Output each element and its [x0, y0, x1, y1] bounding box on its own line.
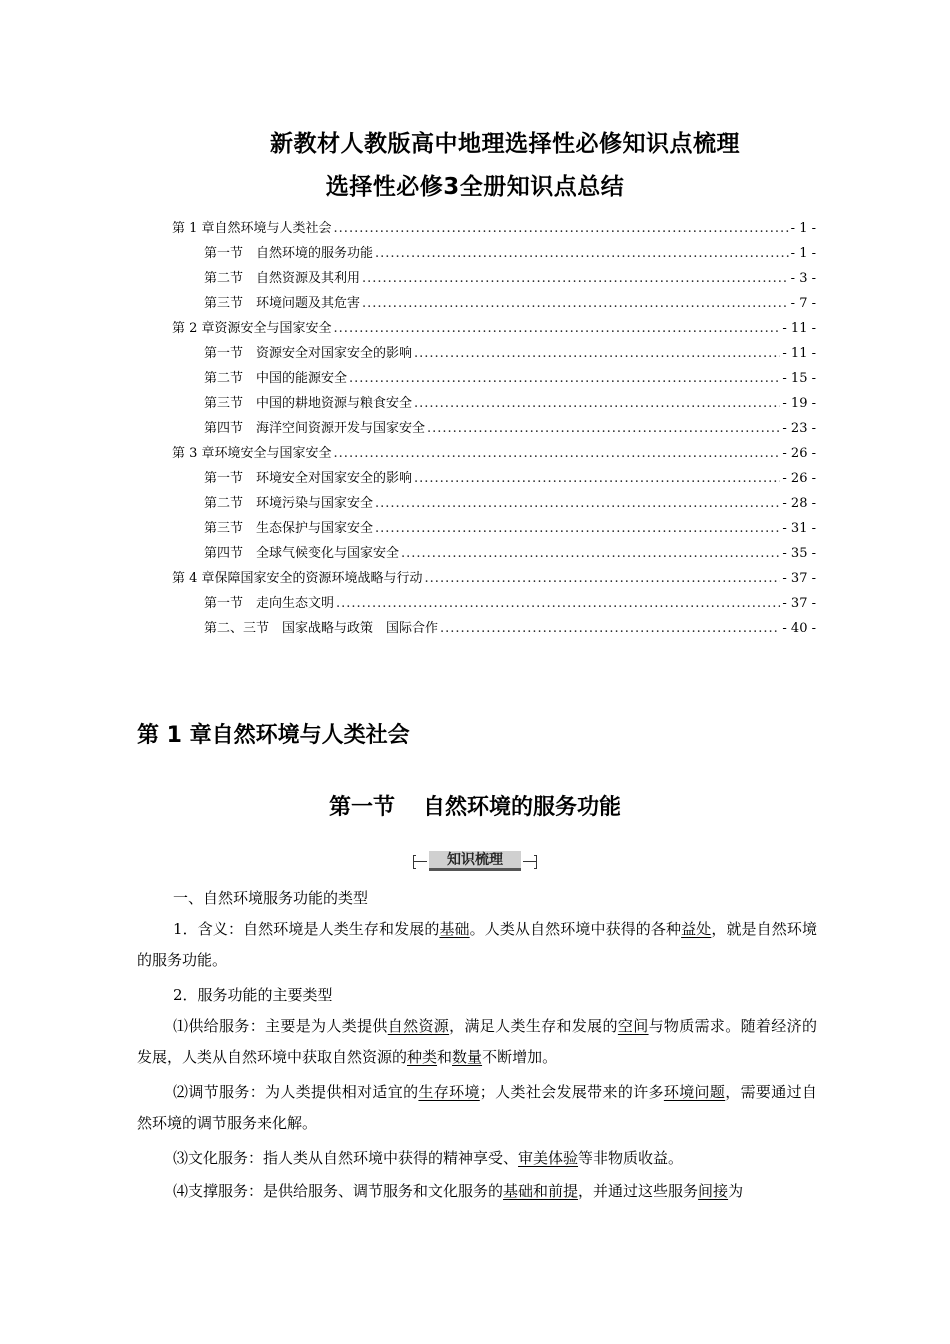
toc-leader-dots — [401, 541, 780, 566]
toc-entry-label: 第一节 资源安全对国家安全的影响 — [204, 346, 413, 361]
toc-entry-page: - 11 - — [782, 346, 816, 361]
toc-entry-page: - 1 - — [790, 246, 816, 261]
paragraph-definition: 1．含义：自然环境是人类生存和发展的基础。人类从自然环境中获得的各种益处，就是自然环境的服务功能。 — [137, 920, 817, 969]
toc-leader-dots — [425, 566, 781, 591]
toc-entry-page: - 7 - — [790, 296, 816, 311]
toc-leader-dots — [334, 216, 789, 241]
paragraph-cultural-service: ⑶文化服务：指人类从自然环境中获得的精神享受、审美体验等非物质收益。 — [173, 1149, 684, 1167]
toc-leader-dots — [440, 616, 780, 641]
toc-entry[interactable] — [172, 391, 816, 416]
underlined-term: 种类 — [407, 1048, 438, 1066]
underlined-term: 基础和前提 — [503, 1182, 579, 1200]
toc-leader-dots — [362, 291, 789, 316]
toc-entry-page: - 19 - — [782, 396, 816, 411]
toc-entry-label: 第二节 中国的能源安全 — [204, 371, 348, 386]
toc-entry[interactable] — [172, 591, 816, 616]
document-title-line1: 新教材人教版高中地理选择性必修知识点梳理 — [270, 131, 740, 157]
underlined-term: 基础 — [439, 920, 470, 938]
section-number: 第一节 — [328, 795, 395, 820]
toc-entry[interactable] — [172, 441, 816, 466]
paragraph-supply-service: ⑴供给服务：主要是为人类提供自然资源，满足人类生存和发展的空间与物质需求。随着经济的发展，人类从自然环境中获取自然资源的种类和数量不断增加。 — [137, 1017, 817, 1066]
toc-entry-label: 第四节 海洋空间资源开发与国家安全 — [204, 421, 426, 436]
toc-entry-label: 第 2 章资源安全与国家安全 — [172, 321, 332, 336]
toc-entry[interactable] — [172, 241, 816, 266]
toc-entry-page: - 37 - — [782, 571, 816, 586]
table-of-contents — [172, 216, 816, 641]
toc-leader-dots — [427, 416, 780, 441]
toc-entry-page: - 31 - — [782, 521, 816, 536]
toc-entry-page: - 28 - — [782, 496, 816, 511]
toc-entry-label: 第二节 环境污染与国家安全 — [204, 496, 374, 511]
toc-leader-dots — [375, 516, 780, 541]
toc-entry-page: - 37 - — [782, 596, 816, 611]
toc-leader-dots — [362, 266, 789, 291]
toc-entry[interactable] — [172, 616, 816, 641]
toc-leader-dots — [334, 441, 781, 466]
paragraph-main-types: 2．服务功能的主要类型 — [173, 986, 333, 1004]
underlined-term: 自然资源 — [387, 1017, 450, 1035]
underlined-term: 生存环境 — [418, 1083, 480, 1101]
toc-leader-dots — [414, 466, 780, 491]
underlined-term: 益处 — [681, 920, 712, 938]
toc-leader-dots — [414, 341, 780, 366]
toc-entry[interactable] — [172, 466, 816, 491]
toc-leader-dots — [414, 391, 780, 416]
toc-entry-page: - 15 - — [782, 371, 816, 386]
toc-leader-dots — [375, 241, 789, 266]
toc-entry-label: 第二、三节 国家战略与政策 国际合作 — [204, 621, 439, 636]
toc-entry-label: 第 1 章自然环境与人类社会 — [172, 221, 332, 236]
toc-entry-page: - 35 - — [782, 546, 816, 561]
toc-entry[interactable] — [172, 266, 816, 291]
badge-label: 知识梳理 — [429, 851, 521, 871]
toc-entry[interactable] — [172, 316, 816, 341]
toc-leader-dots — [334, 316, 781, 341]
toc-entry-label: 第三节 中国的耕地资源与粮食安全 — [204, 396, 413, 411]
toc-entry[interactable] — [172, 291, 816, 316]
underlined-term: 数量 — [452, 1048, 483, 1066]
toc-entry-page: - 11 - — [782, 321, 816, 336]
toc-entry[interactable] — [172, 516, 816, 541]
toc-entry[interactable] — [172, 541, 816, 566]
toc-entry[interactable] — [172, 566, 816, 591]
toc-entry-page: - 40 - — [782, 621, 816, 636]
toc-entry-page: - 26 - — [782, 471, 816, 486]
toc-entry-page: - 1 - — [790, 221, 816, 236]
toc-entry[interactable] — [172, 216, 816, 241]
toc-entry[interactable] — [172, 491, 816, 516]
toc-leader-dots — [336, 591, 780, 616]
toc-entry[interactable] — [172, 416, 816, 441]
toc-entry[interactable] — [172, 366, 816, 391]
paragraph-type-heading: 一、自然环境服务功能的类型 — [173, 889, 369, 907]
toc-entry-page: - 26 - — [782, 446, 816, 461]
toc-entry-page: - 23 - — [782, 421, 816, 436]
section-heading — [0, 790, 950, 821]
toc-entry-label: 第一节 自然环境的服务功能 — [204, 246, 374, 261]
toc-entry-page: - 3 - — [790, 271, 816, 286]
section-title: 自然环境的服务功能 — [423, 795, 622, 820]
underlined-term: 环境问题 — [663, 1083, 726, 1101]
paragraph-support-service: ⑷支撑服务：是供给服务、调节服务和文化服务的基础和前提，并通过这些服务间接为 — [173, 1182, 744, 1200]
toc-entry-label: 第一节 走向生态文明 — [204, 596, 335, 611]
toc-entry[interactable] — [172, 341, 816, 366]
toc-entry-label: 第 4 章保障国家安全的资源环境战略与行动 — [172, 571, 423, 586]
underlined-term: 审美体验 — [518, 1149, 579, 1167]
toc-entry-label: 第三节 生态保护与国家安全 — [204, 521, 374, 536]
knowledge-summary-badge — [413, 851, 537, 871]
underlined-term: 空间 — [617, 1017, 649, 1035]
paragraph-regulation-service: ⑵调节服务：为人类提供相对适宜的生存环境；人类社会发展带来的许多环境问题，需要通过自然环境的调节服务来化解。 — [137, 1083, 817, 1132]
toc-entry-label: 第三节 环境问题及其危害 — [204, 296, 361, 311]
chapter-heading: 第 1 章自然环境与人类社会 — [137, 723, 410, 748]
document-title-line2: 选择性必修3全册知识点总结 — [325, 174, 625, 200]
toc-entry-label: 第 3 章环境安全与国家安全 — [172, 446, 332, 461]
toc-leader-dots — [349, 366, 780, 391]
toc-entry-label: 第四节 全球气候变化与国家安全 — [204, 546, 400, 561]
underlined-term: 间接 — [698, 1182, 729, 1200]
toc-leader-dots — [375, 491, 780, 516]
toc-entry-label: 第二节 自然资源及其利用 — [204, 271, 361, 286]
toc-entry-label: 第一节 环境安全对国家安全的影响 — [204, 471, 413, 486]
